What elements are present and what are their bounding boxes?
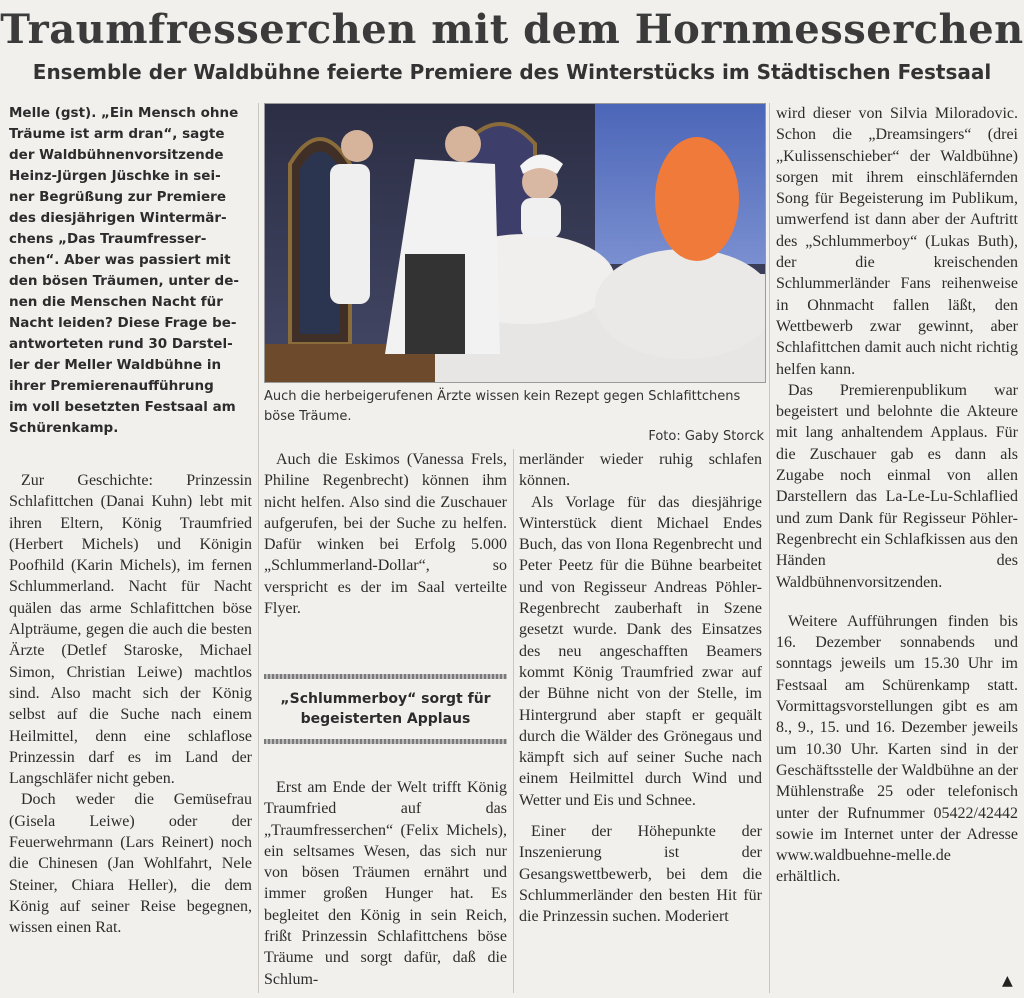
lead-paragraph	[9, 103, 252, 439]
lead-line: des diesjährigen Wintermär-	[9, 210, 227, 226]
article-paragraph: Weitere Aufführungen finden bis 16. Dezember sonnabends und sonntags jeweils um 15.30 Uhr im Festsaal am Schürenkamp statt. Vormittagsvorstellungen gibt es am 8., 9., 15. und 16. Dezember jeweils um 10.30 Uhr. Karten sind in der Geschäftsstelle der Waldbühne an der Mühlenstraße 25 oder telefonisch unter der Rufnummer 05422/42442 sowie im Internet unter der Adresse www.waldbuehne-melle.de erhältlich.	[776, 612, 1018, 886]
article-paragraph: Zur Geschichte: Prinzessin Schlafittchen (Danai Kuhn) lebt mit ihren Eltern, König Traumfried (Herbert Michels) und Königin Poofhild (Karin Michels), im fernen Schlummerland. Nacht für Nacht quälen das arme Schlafittchen böse Alpträume, gegen die auch die besten Ärzte (Detlef Staroske, Michael Simon, Christian Leiwe) machtlos sind. Also macht sich der König selbst auf die Suche nach einem Heilmittel, denn eine schlaflose Prinzessin darf es im Land der Langschläfer nicht geben.	[9, 472, 252, 788]
intertitle-line: „Schlummerboy“ sorgt für	[280, 691, 491, 707]
article-column-2-top	[264, 449, 507, 619]
photo-credit: Foto: Gaby Storck	[648, 429, 764, 444]
end-mark-icon: ▲	[1002, 973, 1013, 989]
subheadline: Ensemble der Waldbühne feierte Premiere des Winterstücks im Städtischen Festsaal	[32, 60, 992, 84]
lead-line: den bösen Träumen, unter de-	[9, 273, 239, 289]
intertitle-rule-top	[264, 674, 507, 679]
intertitle-box	[264, 674, 507, 744]
article-paragraph: wird dieser von Silvia Miloradovic. Schon die „Dreamsingers“ (drei „Kulissenschieber“ der Waldbühne) sorgen mit ihrem einschläfernden Song für Begeisterung im Publikum, umwerfend ist dann aber der Auftritt des „Schlummerboy“ (Lukas Buth), der die kreischenden Schlummerländer Fans reihenweise in Ohnmacht fallen läßt, den Wettbewerb zwar gewinnt, aber Schlafittchen damit auch nicht richtig helfen kann.	[776, 105, 1018, 378]
article-paragraph: Erst am Ende der Welt trifft König Traumfried auf das „Traumfresserchen“ (Felix Michels), ein seltsames Wesen, das sich nur von bösen Träumen ernährt und immer großen Hunger hat. Es begleitet den König in sein Reich, frißt Prinzessin Schlafittchens böse Träume und sorgt dafür, daß die Schlum-	[264, 779, 507, 988]
article-column-2-bottom	[264, 777, 507, 990]
lead-line: Melle (gst). „Ein Mensch ohne	[9, 105, 239, 121]
lead-line: chen“. Aber was passiert mit	[9, 252, 231, 268]
article-column-3	[519, 449, 762, 928]
article-paragraph: Als Vorlage für das diesjährige Winterstück dient Michael Endes Buch, das von Ilona Regenbrecht und Peter Peetz für die Bühne bearbeitet und von Regisseur Andreas Pöhler-Regenbrecht zauberhaft in Szene gesetzt wurde. Dank des Einsatzes des neu angeschafften Beamers kommt König Traumfried zwar auf der Bühne nicht von der Stelle, im Hintergrund aber stapft er gequält durch die Wälder des Grönegaus und kämpft sich auf seiner Suche nach einem Heilmittel durch Wind und Wetter und Eis und Schnee.	[519, 493, 762, 809]
stage-photo	[264, 103, 766, 383]
article-paragraph: Einer der Höhepunkte der Inszenierung ist der Gesangswettbewerb, bei dem die Schlummerländer den besten Hit für die Prinzessin suchen. Moderiert	[519, 823, 762, 926]
article-paragraph: Auch die Eskimos (Vanessa Frels, Philine Regenbrecht) können ihm nicht helfen. Also sind die Zuschauer aufgerufen, bei der Suche zu helfen. Dafür winken bei Erfolg 5.000 „Schlummerland-Dollar“, so verspricht es der im Saal verteilte Flyer.	[264, 451, 507, 618]
lead-line: im voll besetzten Festsaal am	[9, 399, 236, 415]
lead-line: Heinz-Jürgen Jüschke in sei-	[9, 168, 221, 184]
article-column-4	[776, 103, 1018, 888]
lead-line: Schürenkamp.	[9, 420, 119, 436]
lead-line: ihrer Premierenaufführung	[9, 378, 214, 394]
intertitle-line: begeisterten Applaus	[300, 711, 471, 727]
stage-photo-image	[265, 104, 765, 382]
article-paragraph: Das Premierenpublikum war begeistert und belohnte die Akteure mit lang anhaltendem Applaus. Für die Zuschauer gab es dann als Zugabe noch einmal von allen Darstellern das La-Le-Lu-Schlaflied und zum Dank für Regisseur Pöhler-Regenbrecht ein Schlafkissen aus den Händen des Waldbühnenvorsitzenden.	[776, 381, 1018, 591]
lead-line: Träume ist arm dran“, sagte	[9, 126, 225, 142]
column-divider	[769, 103, 770, 993]
lead-line: ler der Meller Waldbühne in	[9, 357, 222, 373]
lead-line: nen die Menschen Nacht für	[9, 294, 223, 310]
article-paragraph: merländer wieder ruhig schlafen können.	[519, 451, 762, 490]
caption-text: Auch die herbeigerufenen Ärzte wissen kein Rezept gegen Schlafittchens böse Träume.	[264, 389, 741, 424]
photo-caption	[264, 387, 764, 447]
lead-line: ner Begrüßung zur Premiere	[9, 189, 226, 205]
article-column-1	[9, 470, 252, 939]
lead-line: antworteten rund 30 Darstel-	[9, 336, 233, 352]
article-paragraph: Doch weder die Gemüsefrau (Gisela Leiwe) oder der Feuerwehrmann (Lars Reinert) noch die Chinesen (Jan Wohlfahrt, Nele Steiner, Chiara Heller), die dem König auf seiner Reise begegnen, wissen einen Rat.	[9, 791, 252, 937]
column-divider	[513, 449, 514, 993]
lead-line: Nacht leiden? Diese Frage be-	[9, 315, 237, 331]
intertitle-rule-bottom	[264, 739, 507, 744]
lead-line: der Waldbühnenvorsitzende	[9, 147, 224, 163]
column-divider	[258, 103, 259, 993]
lead-line: chens „Das Traumfresser-	[9, 231, 207, 247]
headline: Traumfresserchen mit dem Hornmesserchen	[0, 6, 1024, 53]
